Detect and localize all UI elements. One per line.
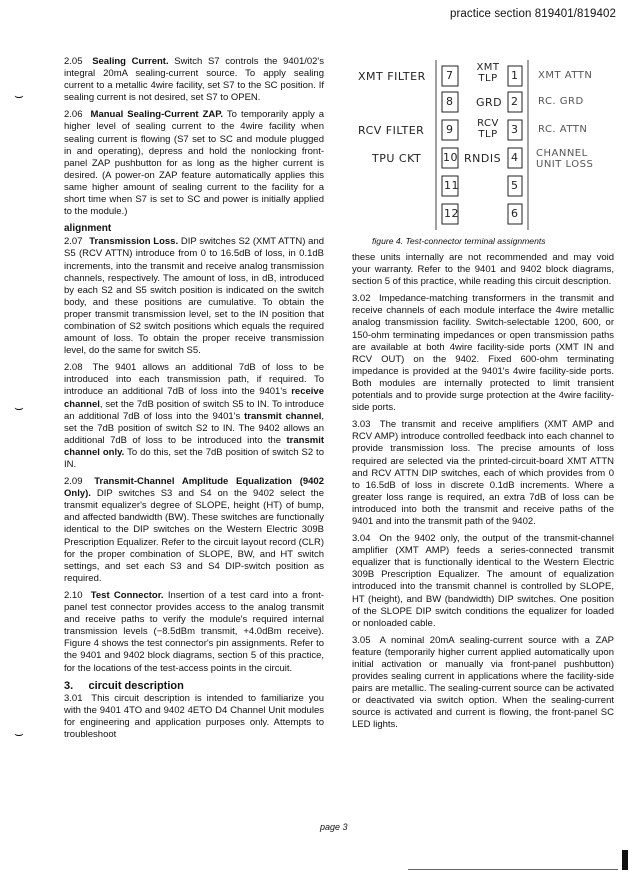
label-rcv-filter: RCV FILTER [358, 124, 425, 137]
figure-caption: figure 4. Test-connector terminal assignments [372, 236, 546, 246]
pin-3: 3 [511, 123, 519, 136]
label-rc-attn: RC. ATTN [538, 124, 588, 135]
paragraph-2-08: 2.08 The 9401 allows an additional 7dB of loss to be introduced into each transmission path, if required. To introduce an additional 7dB of loss into the 9401's receive channel, set the 7dB position of switch S5 to IN. To introduce an additional 7dB of loss into the 9401's transmit channel, set the 7dB position of switch S2 to IN. The 9402 allows an additional 7dB of loss to be introduced into the transmit channel only. To do this, set the 7dB position of switch S2 to IN. [64, 362, 325, 470]
label-tpu-ckt: TPU CKT [372, 152, 422, 165]
paragraph-2-09: 2.09 Transmit-Channel Amplitude Equalization (9402 Only). DIP switches S3 and S4 on the 9402 select the transmit equalizer's degree of SLOPE, height (HT) of bump, and affected bandwidth (BW). These switches are functionally identical to the DIP switches on the Western Electric 309B Prescription Equalizer. Refer to the circuit layout record (CLR) for the proper combination of SLOPE, BW, and HT switch settings, and set each S3 and S4 DIP-switch position as required. [64, 476, 325, 584]
pin-11: 11 [444, 179, 459, 192]
label-xmt-attn: XMT ATTN [538, 70, 593, 81]
pin-2: 2 [511, 95, 519, 108]
page-number: page 3 [320, 822, 348, 832]
label-rc-grd: RC. GRD [538, 96, 584, 107]
pin-6: 6 [511, 207, 519, 220]
test-connector-figure [352, 56, 614, 236]
label-rndis: RNDIS [464, 152, 502, 165]
paragraph-2-07: 2.07 Transmission Loss. DIP switches S2 (XMT ATTN) and S5 (RCV ATTN) introduce from 0 to 16.5dB of loss, in 0.1dB increments, into the transmit and receive analog transmission channels, respectively. The amount of loss, in dB, introduced by each S2 and S5 switch position is indicated on the switch body, and these positions are cumulative. To obtain the proper transmit transmission level, set to the IN position that combination of S2 switch positions which equals the required amount of loss. To obtain the proper receive transmission level, do the same for switch S5. [64, 236, 325, 357]
pin-10: 10 [443, 151, 458, 164]
page-header: practice section 819401/819402 [449, 8, 616, 20]
pin-4: 4 [511, 151, 519, 164]
left-column [64, 56, 324, 746]
paragraph-3-01: 3.01 This circuit description is intended to familiarize you with the 9401 4TO and 9402 4ETO D4 Channel Unit modules for engineering and application purposes only. Attempts to troubleshoot [64, 692, 325, 740]
paragraph-2-05: 2.05 Sealing Current. Switch S7 controls the 9401/02's integral 20mA sealing-current source. To apply sealing current to a metallic 4wire facility, set S7 to the SC position. If sealing current is not desired, set S7 to OPEN. [64, 56, 324, 104]
footer-rule [408, 869, 618, 870]
paragraph-2-10: 2.10 Test Connector. Insertion of a test card into a front-panel test connector provides access to the analog transmit and receive paths to verify the module's required internal transmission levels (−8.5dBm transmit, +4.0dBm receive). Figure 4 shows the test connector's pin assignments. Refer to the 9401 and 9402 block diagrams, section 5 of this practice, for the locations of the test-access points in the circuit. [64, 589, 325, 674]
paragraph-3-05: 3.05 A nominal 20mA sealing-current source with a ZAP feature (temporarily higher current applied automatically upon initial activation or manually via front-panel pushbutton) provides sealing current in applications where the facility-side pairs are metallic. The sealing-current source can be activated or deactivated via switch option. When the sealing-current source is activated and current is flowing, the front-panel SC LED lights. [352, 634, 614, 731]
pin-1: 1 [511, 69, 519, 82]
label-xmt-filter: XMT FILTER [358, 70, 426, 83]
paragraph-3-04: 3.04 On the 9402 only, the output of the transmit-channel amplifier (XMT AMP) feeds a series-connected transmit equalizer that is functionally identical to the Western Electric 309B Prescription Equalizer. The amount of equalization introduced into the transmit channel is controlled by SLOPE, HT (height), and BW (bandwidth) DIP switches. One position of the SLOPE DIP switch conditions the equalizer for loaded or nonloaded cable. [352, 533, 614, 629]
label-channel-unit-loss: CHANNEL UNIT LOSS [536, 148, 594, 170]
label-grd: GRD [476, 96, 503, 109]
pin-7: 7 [446, 69, 454, 82]
pin-12: 12 [444, 207, 459, 220]
label-rcv-tlp: RCV TLP [477, 118, 499, 140]
paragraph-3-01-continued: these units internally are not recommended and may void your warranty. Refer to the 9401 and 9402 block diagrams, section 5 of this practice, while reading this circuit description. [352, 252, 614, 288]
paragraph-2-06: 2.06 Manual Sealing-Current ZAP. To temporarily apply a higher level of sealing current to the 4wire facility when sealing current is flowing (S7 set to SC and module plugged in and operating), depress and hold the nonlocking front-panel ZAP pushbutton for as long as the higher current is desired. (A power-on ZAP feature automatically applies this same higher amount of sealing current to the facility for a short time when S7 is set to SC and power is initially applied to the module.) [64, 109, 325, 218]
label-xmt-tlp: XMT TLP [476, 62, 500, 84]
binding-mark-icon: ⌣ [14, 726, 24, 743]
section-3-heading: 3. circuit description [64, 679, 184, 692]
right-column [352, 252, 614, 737]
paragraph-3-03: 3.03 The transmit and receive amplifiers (XMT AMP and RCV AMP) introduce controlled feedback into each channel to provide transmission loss. The precise amounts of loss required are selected via the printed-circuit-board XMT ATTN and RCV ATTN DIP switches, each of which provides from 0 to 16.5dB of loss in discrete 0.1dB increments. Where a greater loss range is required, an extra 7dB of loss can be introduced into both the transmit and receive paths of the 9401 and into the transmit path of the 9402. [352, 419, 614, 527]
binding-mark-icon: ⌣ [14, 88, 24, 105]
pin-8: 8 [446, 95, 454, 108]
binding-mark-icon: ⌣ [14, 400, 24, 417]
pin-9: 9 [446, 123, 454, 136]
pin-5: 5 [511, 179, 519, 192]
corner-mark [622, 850, 628, 870]
paragraph-3-02: 3.02 Impedance-matching transformers in the transmit and receive channels of each module interface the 4wire metallic analog transmission facility. Switch-selectable 1200, 600, or 150-ohm terminating impedances or open transmission paths are available at both 4wire facility-side ports (XMT IN and RCV OUT) on the 9402. Fixed 600-ohm terminating impedance is provided at the 9401's 4wire facility-side ports. Both modules are internally protected to limit transient potentials and to provide surge protection at the 4wire facility-side ports. [352, 293, 615, 414]
alignment-heading: alignment [64, 223, 112, 235]
